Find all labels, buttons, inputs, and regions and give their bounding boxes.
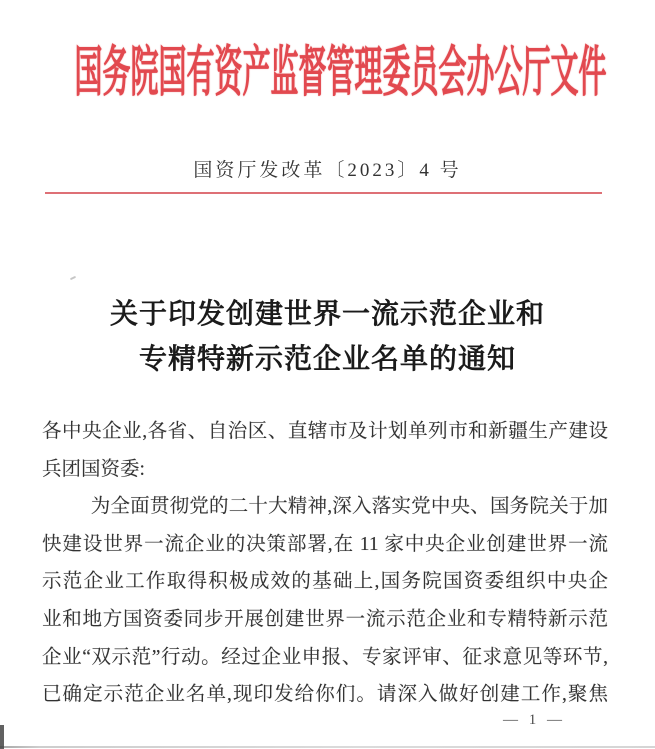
body-line-5: 企业“双示范”行动。经过企业申报、专家评审、征求意见等环节, (42, 646, 608, 668)
scan-corner-artifact (0, 725, 4, 749)
scan-bottom-edge-artifact (0, 746, 655, 748)
body-line-2: 快建设世界一流企业的决策部署,在 11 家中央企业创建世界一流 (42, 533, 608, 555)
body-line-3: 示范企业工作取得积极成效的基础上,国务院国资委组织中央企 (42, 571, 608, 593)
page-number: — 1 — (503, 712, 562, 728)
document-title-line-2: 专精特新示范企业名单的通知 (138, 344, 516, 375)
body-line-6: 已确定示范企业名单,现印发给你们。请深入做好创建工作,聚焦 (42, 684, 608, 706)
scan-speck-artifact (70, 276, 76, 280)
document-body (42, 413, 608, 714)
letterhead-divider-rule (45, 192, 602, 194)
document-title (0, 292, 655, 382)
body-line-4: 业和地方国资委同步开展创建世界一流示范企业和专精特新示范 (42, 608, 608, 630)
letterhead-banner (13, 30, 655, 105)
document-title-line-1: 关于印发创建世界一流示范企业和 (109, 299, 545, 330)
body-line-1: 为全面贯彻党的二十大精神,深入落实党中央、国务院关于加 (90, 496, 608, 518)
addressee-line-2: 兵团国资委: (42, 458, 145, 480)
document-reference-number: 国资厅发改革〔2023〕4 号 (193, 160, 462, 181)
addressee-line-1: 各中央企业,各省、自治区、直辖市及计划单列市和新疆生产建设 (42, 421, 608, 442)
letterhead-title: 国务院国有资产监督管理委员会办公厅文件 (74, 43, 607, 105)
